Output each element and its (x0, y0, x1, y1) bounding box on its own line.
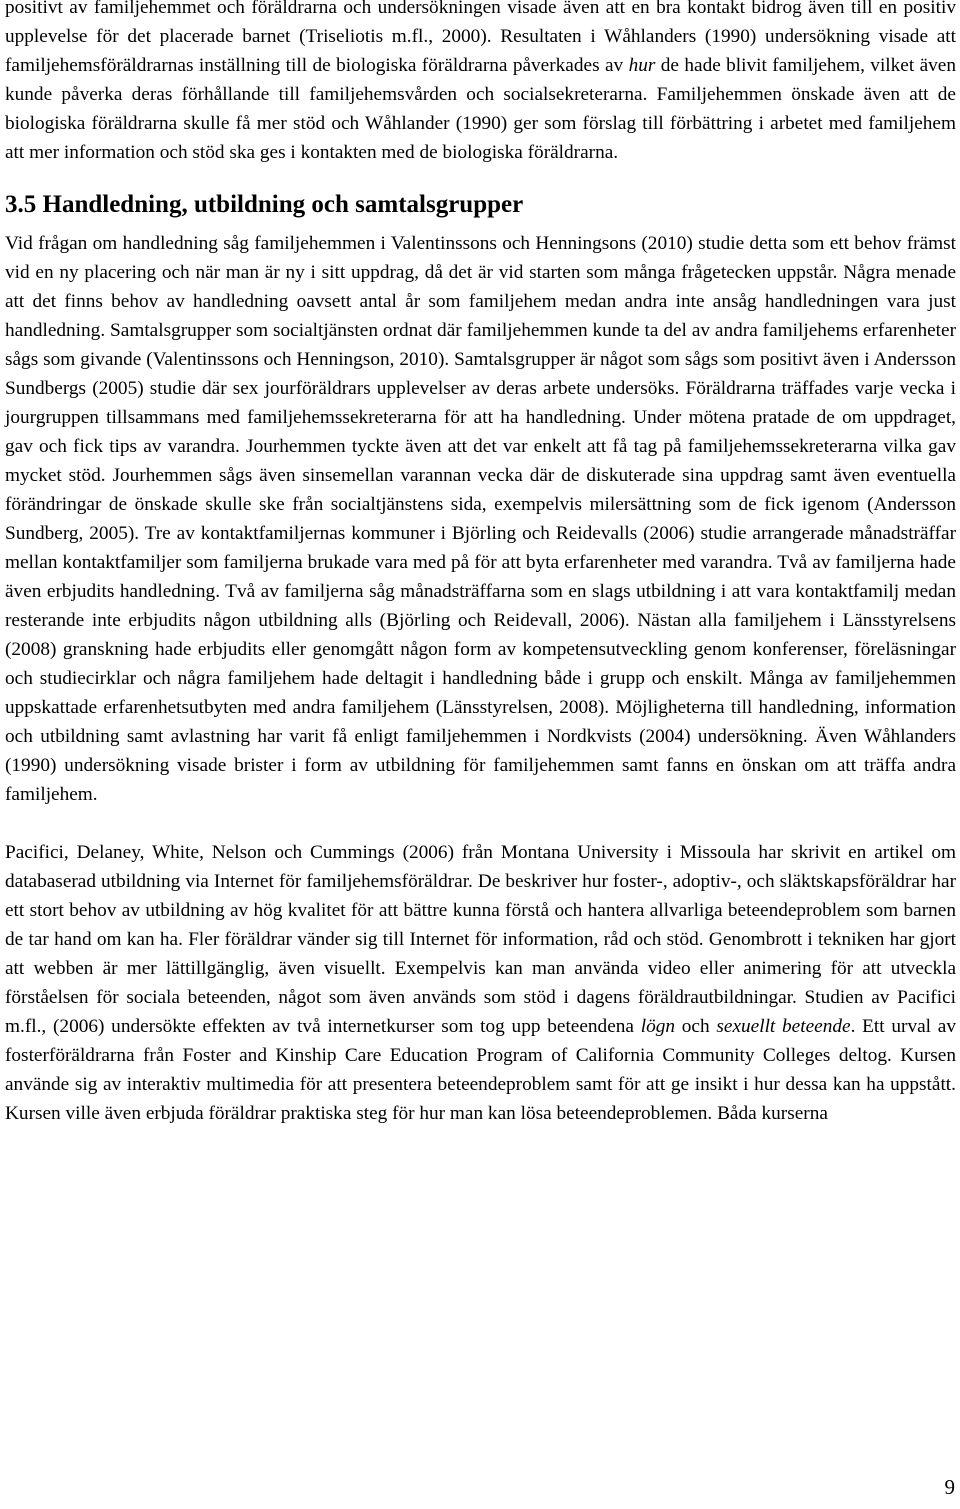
paragraph-pacifici (5, 838, 956, 1128)
paragraph3-italic-sexuellt-beteende: sexuellt beteende (716, 1016, 851, 1037)
page-number: 9 (944, 1475, 955, 1499)
paragraph1-text-a: positivt av familjehemmet och föräldrarna och undersökningen visade även att en bra kontakt bidrog även till en positiv upplevelse för det placerade barnet (Triseliotis m.fl., 2000). Resultaten i Wåhlanders (1990) undersökning visade att familjehemsföräldrarnas inställning till de biologiska föräldrarna påverkades av (5, 0, 956, 76)
paragraph1-italic-hur: hur (628, 55, 656, 76)
paragraph3-text-c: . Ett urval av fosterföräldrarna från Foster and Kinship Care Education Program of California Community Colleges deltog. Kursen använde sig av interaktiv multimedia för att presentera beteendeproblem samt för att ge insikt i hur dessa kan ha uppstått. Kursen ville även erbjuda föräldrar praktiska steg för hur man kan lösa beteendeproblemen. Båda kurserna (5, 1016, 956, 1124)
paragraph1-text-b: de hade blivit familjehem, vilket även kunde påverka deras förhållande till familjehemsvården och socialsekreterarna. Familjehemmen önskade även att de biologiska föräldrarna skulle få mer stöd och Wåhlander (1990) ger som förslag till förbättring i arbetet med familjehem att mer information och stöd ska ges i kontakten med de biologiska föräldrarna. (5, 55, 957, 163)
document-page (5, 0, 956, 1128)
paragraph-handledning: Vid frågan om handledning såg familjehemmen i Valentinssons och Henningsons (2010) studie detta som ett behov främst vid en ny placering och när man är ny i sitt uppdrag, då det är vid starten som många frågetecken uppstår. Några menade att det finns behov av handledning oavsett antal år som familjehem medan andra inte ansåg handledningen vara just handledning. Samtalsgrupper som socialtjänsten ordnat där familjehemmen kunde ta del av andra familjehems erfarenheter sågs som givande (Valentinssons och Henningson, 2010). Samtalsgrupper är något som sågs som positivt även i Andersson Sundbergs (2005) studie där sex jourföräldrars upplevelser av deras arbete undersöks. Föräldrarna träffades varje vecka i jourgruppen tillsammans med familjehemssekreterarna för att ha handledning. Under mötena pratade de om uppdraget, gav och fick tips av varandra. Jourhemmen tyckte även att det var enkelt att få tag på familjehemssekreterarna vilka gav mycket stöd. Jourhemmen sågs även sinsemellan varannan vecka där de diskuterade sina uppdrag samt även eventuella förändringar de önskade skulle ske från socialtjänstens sida, exempelvis milersättning som de fick igenom (Andersson Sundberg, 2005). Tre av kontaktfamiljernas kommuner i Björling och Reidevalls (2006) studie arrangerade månadsträffar mellan kontaktfamiljer som familjerna brukade vara med på för att byta erfarenheter med varandra. Två av familjerna hade även erbjudits handledning. Två av familjerna såg månadsträffarna som en slags utbildning i att vara kontaktfamilj medan resterande inte erbjudits någon utbildning alls (Björling och Reidevall, 2006). Nästan alla familjehem i Länsstyrelsens (2008) granskning hade erbjudits eller genomgått någon form av kompetensutveckling genom konferenser, föreläsningar och studiecirklar och några familjehem hade deltagit i handledning både i grupp och enskilt. Många av familjehemmen uppskattade erfarenhetsutbyten med andra familjehem (Länsstyrelsen, 2008). Möjligheterna till handledning, information och utbildning samt avlastning har varit få enligt familjehemmen i Nordkvists (2004) undersökning. Även Wåhlanders (1990) undersökning visade brister i form av utbildning för familjehemmen samt fanns en önskan om att träffa andra familjehem. (5, 233, 956, 805)
paragraph3-text-a: Pacifici, Delaney, White, Nelson och Cummings (2006) från Montana University i Missoula har skrivit en artikel om databaserad utbildning via Internet för familjehemsföräldrar. De beskriver hur foster-, adoptiv-, och släktskapsföräldrar har ett stort behov av utbildning av hög kvalitet för att bättre kunna förstå och hantera allvarliga beteendeproblem som barnen de tar hand om kan ha. Fler föräldrar vänder sig till Internet för information, råd och stöd. Genombrott i tekniken har gjort att webben är mer lättillgänglig, även visuellt. Exempelvis kan man använda video eller animering för att utveckla förståelsen för sociala beteenden, något som även används som stöd i dagens föräldrautbildningar. Studien av Pacifici m.fl., (2006) undersökte effekten av två internetkurser som tog upp beteendena (5, 842, 956, 1037)
paragraph3-italic-logn: lögn (640, 1016, 676, 1037)
section-heading: 3.5 Handledning, utbildning och samtalsgrupper (5, 191, 524, 218)
paragraph-biological-parents (5, 0, 956, 167)
paragraph3-text-b: och (675, 1016, 717, 1037)
